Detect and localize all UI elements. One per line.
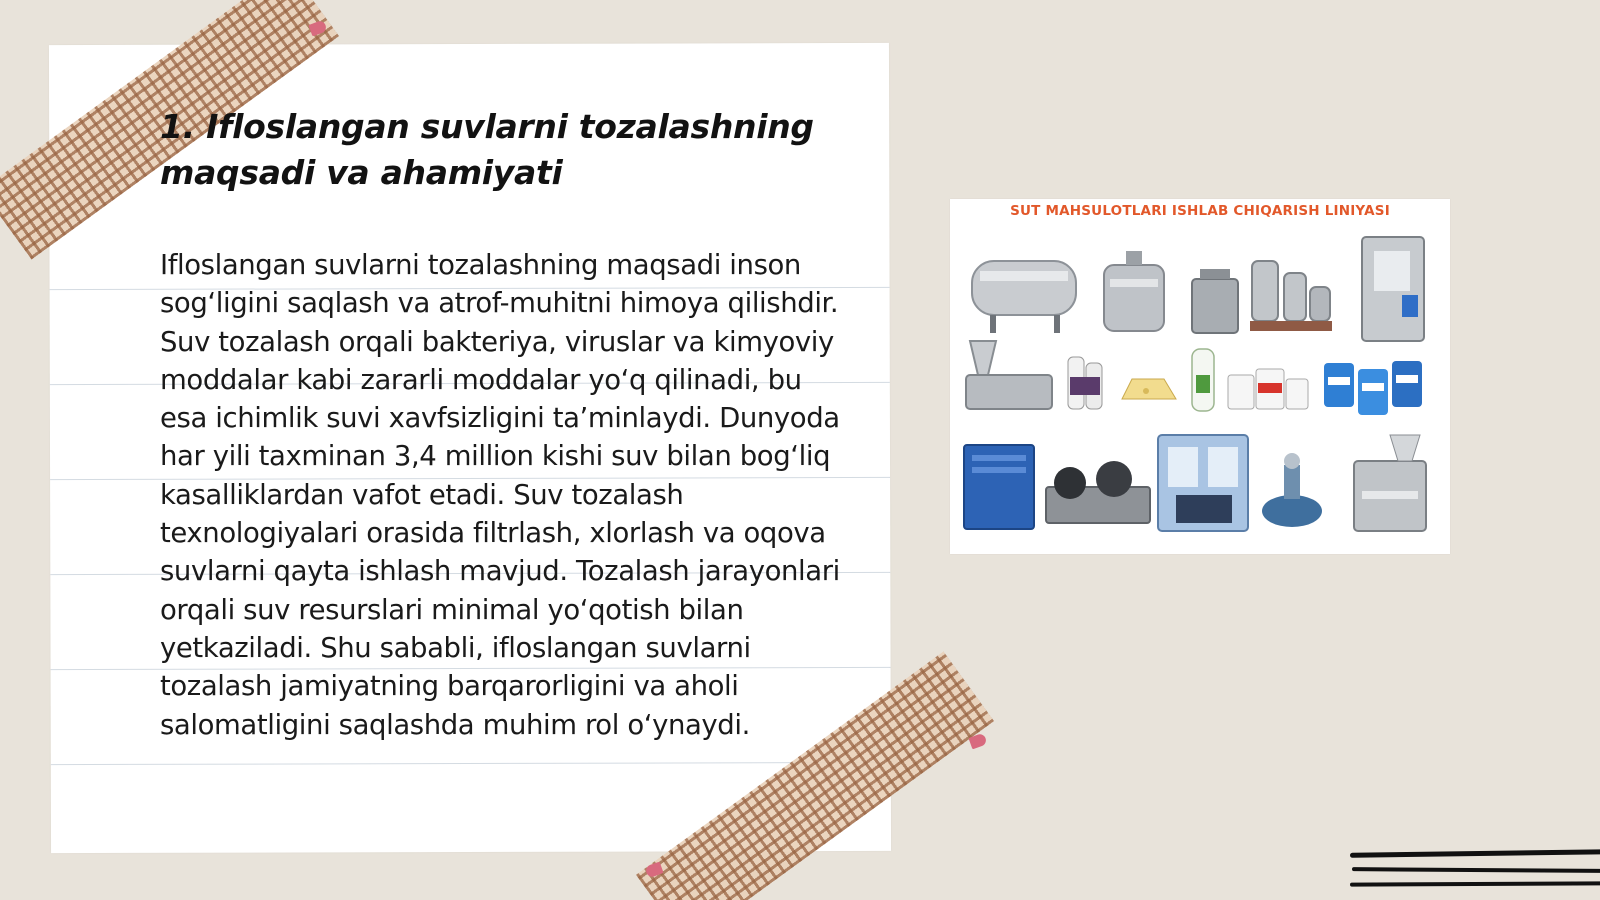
- slide-title: 1. Ifloslangan suvlarni tozalashning maqsadi va ahamiyati: [160, 107, 814, 192]
- yogurt-cups-icon: [1228, 369, 1308, 409]
- yogurt-bottles-icon: [1068, 357, 1102, 409]
- machinery-illustration: [950, 199, 1450, 554]
- filling-machine-icon: [966, 341, 1052, 409]
- dairy-production-line-image: [950, 199, 1450, 554]
- decorative-line: [1352, 867, 1600, 873]
- processing-unit-icon: [1250, 261, 1332, 331]
- homogenizer-icon: [1192, 269, 1238, 333]
- cheese-icon: [1122, 379, 1176, 399]
- packaging-machine-icon: [1362, 237, 1424, 341]
- compressor-icon: [1046, 461, 1150, 523]
- milk-pouches-icon: [1324, 361, 1422, 415]
- blow-molding-machine-icon: [1158, 435, 1248, 531]
- figure-caption: SUT MAHSULOTLARI ISHLAB CHIQARISH LINIYASI: [1010, 203, 1390, 219]
- milk-bottle-icon: [1192, 349, 1214, 411]
- chiller-icon: [964, 445, 1034, 529]
- ruled-line: [51, 762, 891, 765]
- pasteurizer-tank-icon: [1104, 251, 1164, 331]
- slide-body-text: Ifloslangan suvlarni tozalashning maqsadi inson sog‘ligini saqlash va atrof-muhitni himoya qilishdir. Suv tozalash orqali bakteriya, viruslar va kimyoviy moddalar kabi zararli moddalar yo‘q qilinadi, bu esa ichimlik suvi xavfsizligini ta’minlaydi. Dunyoda har yili taxminan 3,4 million kishi suv bilan bog‘liq kasalliklardan vafot etadi. Suv tozalash texnologiyalari orasida filtrlash, xlorlash va oqova suvlarni qayta ishlash mavjud. Tozalash jarayonlari orqali suv resurslari minimal yo‘qotish bilan yetkaziladi. Shu sababli, ifloslangan suvlarni tozalash jamiyatning barqarorligini va aholi salomatligini saqlashda muhim rol o‘ynaydi.: [160, 249, 840, 741]
- decorative-line: [1350, 881, 1600, 886]
- milk-tank-icon: [972, 261, 1076, 333]
- separator-icon: [1262, 453, 1322, 527]
- cup-filling-machine-icon: [1354, 435, 1426, 531]
- decorative-line: [1350, 849, 1600, 858]
